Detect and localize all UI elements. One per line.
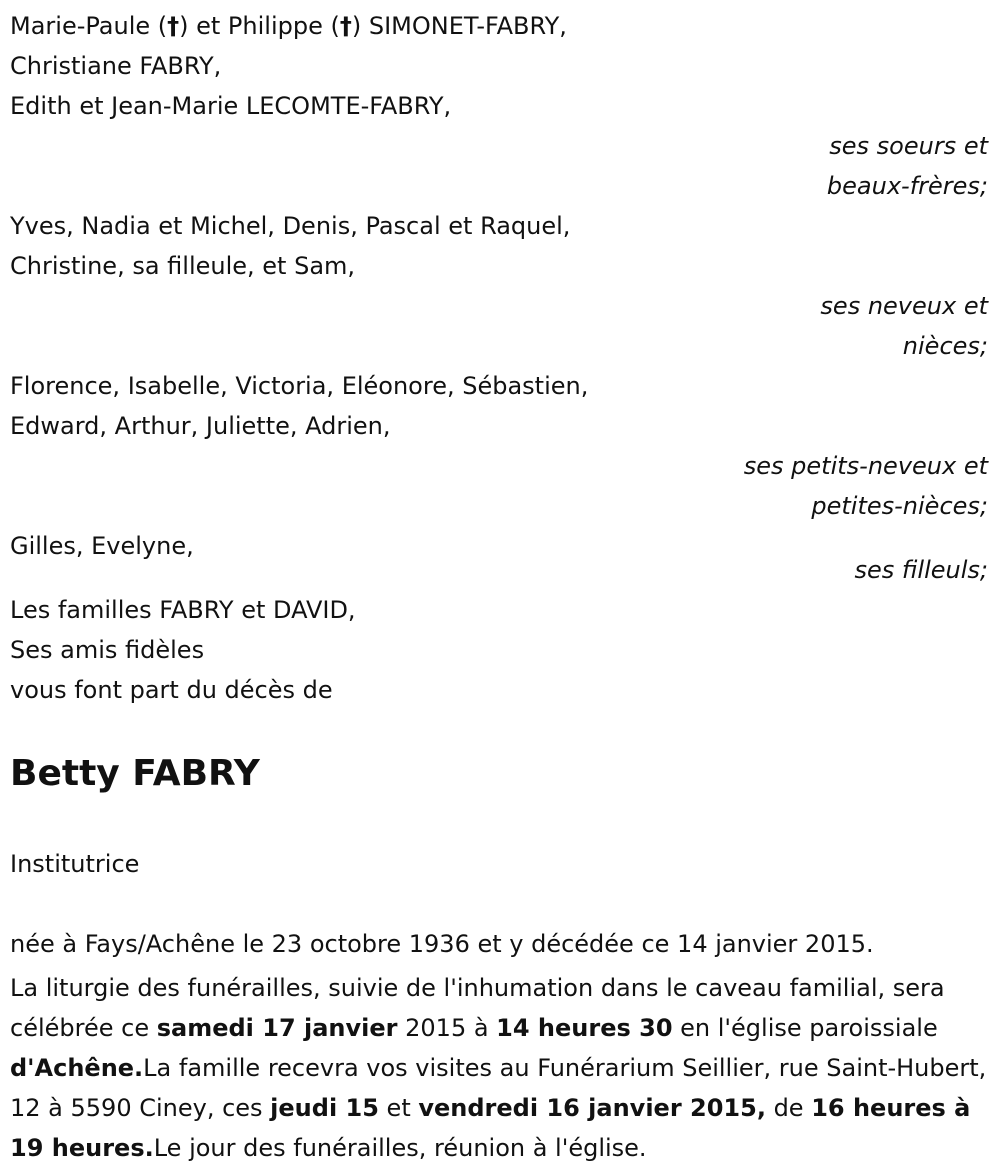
ceremony-details: La liturgie des funérailles, suivie de l'inhumation dans le caveau familial, sera célébrée ce samedi 17 janvier 2015 à 14 heures 30 en l'église paroissiale d'Achêne.La famille recevra vos visites au Funérarium Seillier, rue Saint-Hubert, 12 à 5590 Ciney, ces jeudi 15 et vendredi 16 janvier 2015, de 16 heures à 19 heures.Le jour des funérailles, réunion à l'église. xyxy=(10,974,987,1162)
others-block xyxy=(10,590,990,710)
family-line: Yves, Nadia et Michel, Denis, Pascal et Raquel, xyxy=(10,212,571,240)
cross-icon: † xyxy=(339,12,352,40)
family-line: Edith et Jean-Marie LECOMTE-FABRY, xyxy=(10,92,452,120)
relation-label: nièces; xyxy=(902,332,988,360)
family-line: vous font part du décès de xyxy=(10,676,333,704)
deceased-name: Betty FABRY xyxy=(10,753,260,794)
birth-death-line: née à Fays/Achêne le 23 octobre 1936 et y décédée ce 14 janvier 2015. xyxy=(10,930,874,958)
relation-label: ses neveux et xyxy=(820,292,988,320)
cross-icon: † xyxy=(167,12,180,40)
family-line: Christiane FABRY, xyxy=(10,52,222,80)
family-line: Gilles, Evelyne, xyxy=(10,532,194,560)
godchildren-block xyxy=(10,526,990,590)
grandnephews-block xyxy=(10,366,990,526)
deceased-profession: Institutrice xyxy=(10,850,140,878)
family-line: Marie-Paule (†) et Philippe (†) SIMONET-FABRY, xyxy=(10,12,567,40)
family-line: Edward, Arthur, Juliette, Adrien, xyxy=(10,412,391,440)
relation-label: ses filleuls; xyxy=(854,556,988,584)
family-line: Les familles FABRY et DAVID, xyxy=(10,596,356,624)
relation-label: ses petits-neveux et xyxy=(743,452,988,480)
family-line: Christine, sa filleule, et Sam, xyxy=(10,252,356,280)
sisters-block xyxy=(10,6,990,206)
nephews-block xyxy=(10,206,990,366)
relation-label: ses soeurs et xyxy=(829,132,988,160)
relation-label: beaux-frères; xyxy=(826,172,988,200)
family-line: Florence, Isabelle, Victoria, Eléonore, Sébastien, xyxy=(10,372,589,400)
relation-label: petites-nièces; xyxy=(811,492,988,520)
family-line: Ses amis fidèles xyxy=(10,636,205,664)
